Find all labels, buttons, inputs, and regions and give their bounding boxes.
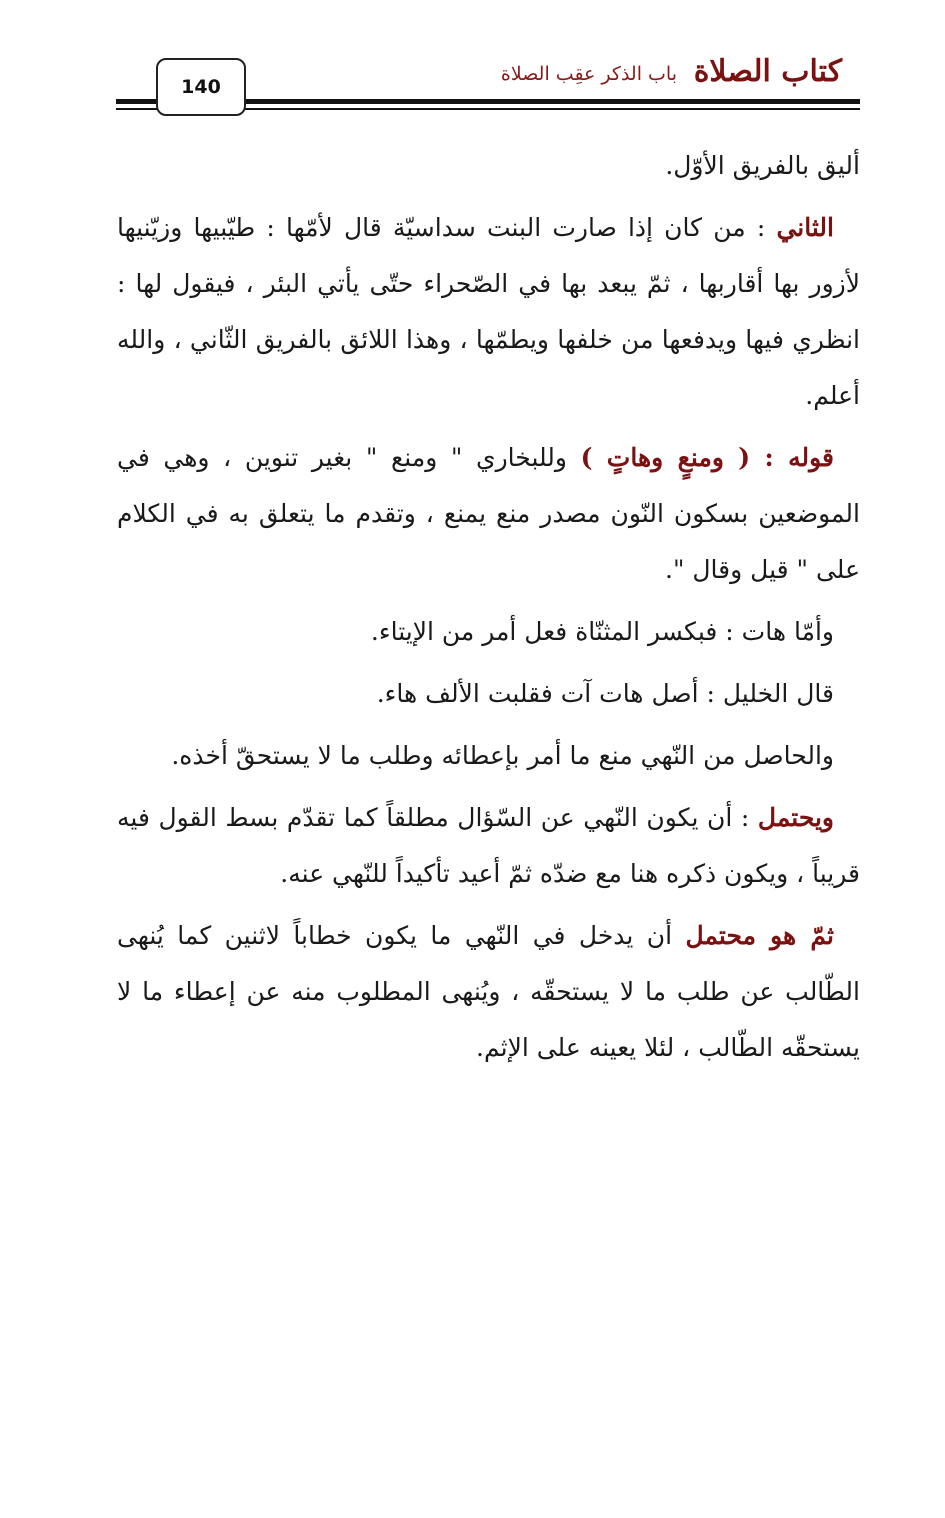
paragraph-1 bbox=[117, 138, 860, 194]
paragraph-2 bbox=[117, 200, 860, 424]
paragraph-label: ثمّ هو محتمل bbox=[685, 921, 835, 950]
paragraph-label: قوله : ( ومنعٍ وهاتٍ ) bbox=[580, 443, 835, 472]
paragraph-6 bbox=[117, 728, 860, 784]
paragraph-text: أن يدخل في النّهي ما يكون خطاباً لاثنين كما يُنهى الطّالب عن طلب ما لا يستحقّه ، ويُنهى المطلوب منه عن إعطاء ما لا يستحقّه الطّالب ، لئلا يعينه على الإثم. bbox=[117, 921, 860, 1062]
paragraph-text: وأمّا هات : فبكسر المثنّاة فعل أمر من الإيتاء. bbox=[370, 617, 834, 646]
book-title: كتاب الصلاة bbox=[693, 54, 842, 89]
paragraph-3 bbox=[117, 430, 860, 598]
paragraph-text: قال الخليل : أصل هات آت فقلبت الألف هاء. bbox=[376, 679, 834, 708]
paragraph-text: : أن يكون النّهي عن السّؤال مطلقاً كما تقدّم بسط القول فيه قريباً ، ويكون ذكره هنا مع ضدّه ثمّ أعيد تأكيداً للنّهي عنه. bbox=[117, 803, 860, 888]
chapter-title: باب الذكر عقِب الصلاة bbox=[500, 63, 677, 85]
page-number: 140 bbox=[156, 58, 246, 116]
page-body bbox=[117, 138, 860, 1082]
paragraph-label: الثاني bbox=[776, 213, 834, 242]
paragraph-4 bbox=[117, 604, 860, 660]
paragraph-text: والحاصل من النّهي منع ما أمر بإعطائه وطلب ما لا يستحقّ أخذه. bbox=[171, 741, 834, 770]
paragraph-text: أليق بالفريق الأوّل. bbox=[665, 151, 860, 180]
page-header bbox=[0, 0, 945, 130]
paragraph-7 bbox=[117, 790, 860, 902]
paragraph-5 bbox=[117, 666, 860, 722]
paragraph-text: : من كان إذا صارت البنت سداسيّة قال لأمّها : طيّبيها وزيّنيها لأزور بها أقاربها ، ثمّ يبعد بها في الصّحراء حتّى يأتي البئر ، فيقول لها : انظري فيها ويدفعها من خلفها ويطمّها ، وهذا اللائق بالفريق الثّاني ، والله أعلم. bbox=[117, 213, 860, 410]
paragraph-8 bbox=[117, 908, 860, 1076]
paragraph-text: وللبخاري " ومنع " بغير تنوين ، وهي في الموضعين بسكون النّون مصدر منع يمنع ، وتقدم ما يتعلق به في الكلام على " قيل وقال ". bbox=[117, 443, 860, 584]
paragraph-label: ويحتمل bbox=[757, 803, 834, 832]
